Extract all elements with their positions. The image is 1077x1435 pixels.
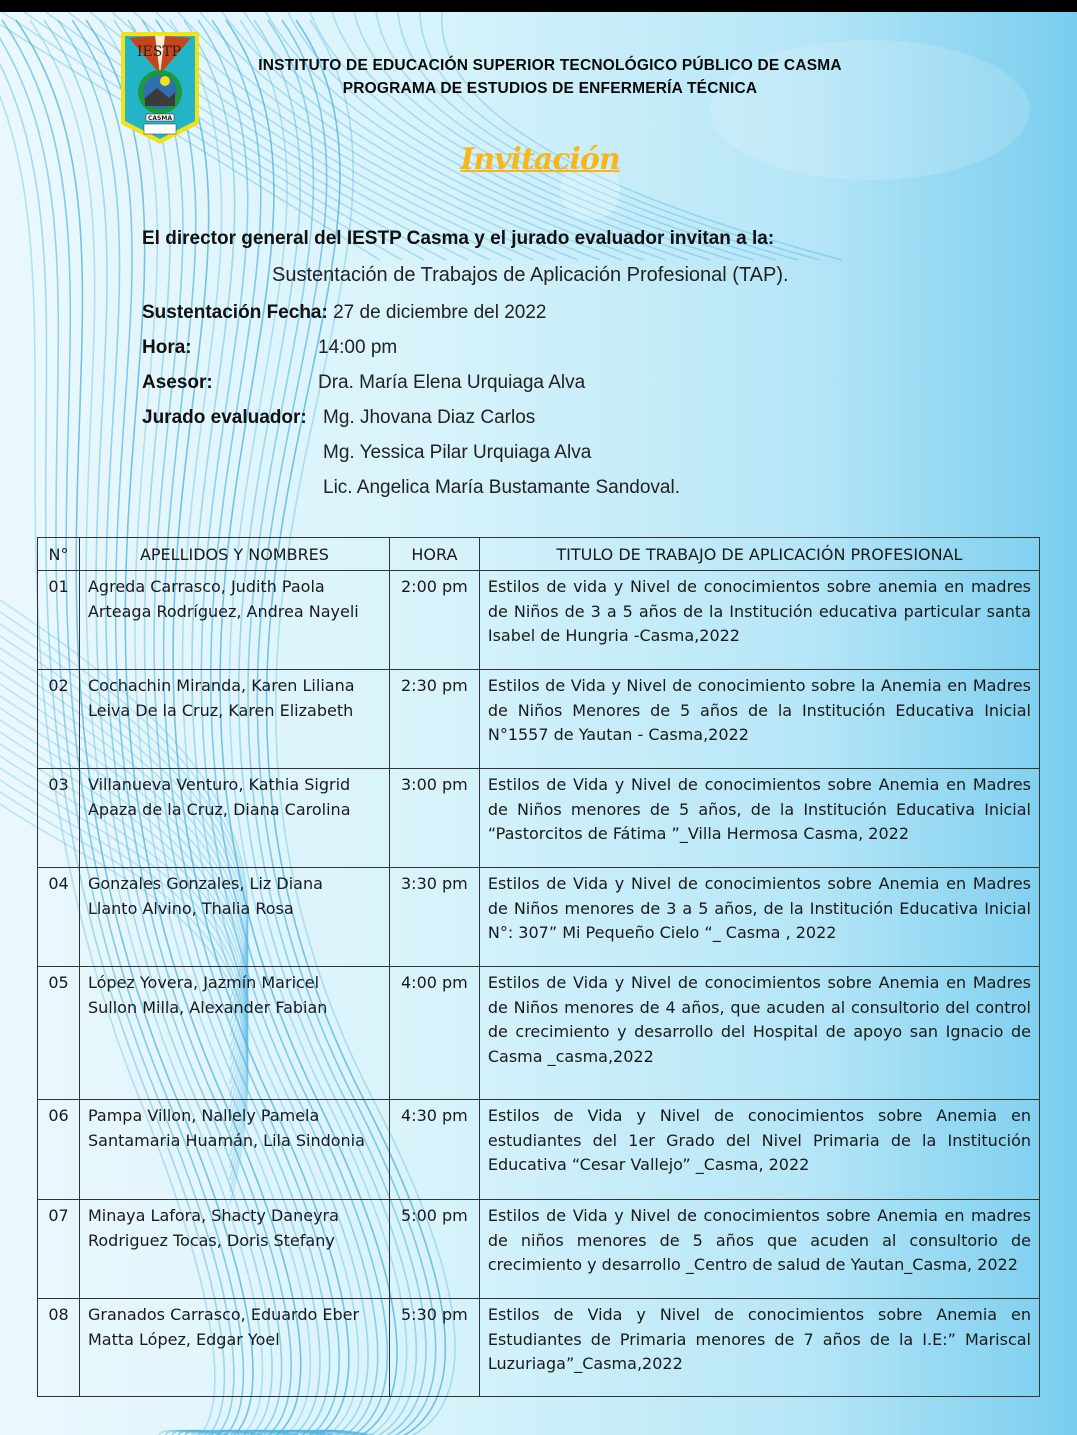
student-name: Leiva De la Cruz, Karen Elizabeth <box>87 700 354 720</box>
logo-casma: CASMA <box>148 115 172 122</box>
table-row <box>38 967 1040 1100</box>
row-names <box>79 1100 389 1200</box>
student-name: Sullon Milla, Alexander Fabian <box>87 997 328 1017</box>
row-names <box>79 1200 389 1299</box>
row-hora: 5:00 pm <box>389 1200 479 1299</box>
table-row <box>38 670 1040 769</box>
row-title: Estilos de Vida y Nivel de conocimientos sobre Anemia en Madres de Niños menores de 3 a 5 años, de la Institución Educativa Inicial N°: 307” Mi Pequeño Cielo “_ Casma , 2022 <box>479 868 1039 967</box>
row-hora: 5:30 pm <box>389 1299 479 1397</box>
student-name: Minaya Lafora, Shacty Daneyra <box>87 1206 339 1225</box>
row-number: 06 <box>38 1100 80 1200</box>
fecha-label: Sustentación Fecha: <box>142 302 328 323</box>
jurado-member-3: Lic. Angelica María Bustamante Sandoval. <box>323 477 680 498</box>
student-name: Gonzales Gonzales, Liz Diana <box>87 874 323 893</box>
row-names <box>79 1299 389 1397</box>
fecha-value: 27 de diciembre del 2022 <box>333 302 547 323</box>
table-header-row <box>38 538 1040 571</box>
asesor-value: Dra. María Elena Urquiaga Alva <box>318 372 586 393</box>
jurado-row <box>142 407 536 429</box>
row-number: 03 <box>38 769 80 868</box>
iestp-logo <box>117 26 203 146</box>
student-name: Rodriguez Tocas, Doris Stefany <box>87 1230 335 1250</box>
student-name: Apaza de la Cruz, Diana Carolina <box>87 799 351 819</box>
table-row <box>38 868 1040 967</box>
row-hora: 3:00 pm <box>389 769 479 868</box>
row-title: Estilos de Vida y Nivel de conocimientos sobre Anemia en Estudiantes de Primaria menores de 7 años de la I.E:” Mariscal Luzuriaga”_Casma,2022 <box>479 1299 1039 1397</box>
tap-schedule-table <box>37 537 1040 1397</box>
row-hora: 4:00 pm <box>389 967 479 1100</box>
asesor-row <box>142 372 586 394</box>
row-hora: 2:30 pm <box>389 670 479 769</box>
row-hora: 4:30 pm <box>389 1100 479 1200</box>
jurado-label: Jurado evaluador: <box>142 407 307 428</box>
intro-text: El director general del IESTP Casma y el jurado evaluador invitan a la: <box>142 228 775 249</box>
table-row <box>38 571 1040 670</box>
row-hora: 3:30 pm <box>389 868 479 967</box>
student-name: Santamaria Huamán, Lila Sindonia <box>87 1130 365 1150</box>
row-title: Estilos de vida y Nivel de conocimientos sobre anemia en madres de Niños de 3 a 5 años de la Institución educativa particular santa Isabel de Hungria -Casma,2022 <box>479 571 1039 670</box>
top-bar <box>0 0 1077 12</box>
logo-letters: IESTP <box>137 44 182 60</box>
student-name: Llanto Alvino, Thalia Rosa <box>87 898 294 918</box>
event-title: Sustentación de Trabajos de Aplicación Profesional (TAP). <box>272 264 789 286</box>
student-name: Pampa Villon, Nallely Pamela <box>87 1106 320 1125</box>
institution-name: INSTITUTO DE EDUCACIÓN SUPERIOR TECNOLÓGICO PÚBLICO DE CASMA <box>258 57 842 74</box>
hora-row <box>142 337 398 359</box>
header-num: N° <box>38 538 80 571</box>
table-row <box>38 1100 1040 1200</box>
row-number: 08 <box>38 1299 80 1397</box>
row-number: 05 <box>38 967 80 1100</box>
student-name: Cochachin Miranda, Karen Liliana <box>87 676 355 695</box>
student-name: Granados Carrasco, Eduardo Eber <box>87 1305 360 1324</box>
row-number: 07 <box>38 1200 80 1299</box>
row-number: 01 <box>38 571 80 670</box>
student-name: Arteaga Rodríguez, Andrea Nayeli <box>87 601 359 621</box>
row-title: Estilos de Vida y Nivel de conocimientos sobre Anemia en madres de niños menores de 5 años que acuden al consultorio de crecimiento y desarrollo _Centro de salud de Yautan_Casma, 2022 <box>479 1200 1039 1299</box>
row-title: Estilos de Vida y Nivel de conocimientos sobre Anemia en Madres de Niños menores de 5 años, de la Institución Educativa Inicial “Pastorcitos de Fátima ”_Villa Hermosa Casma, 2022 <box>479 769 1039 868</box>
header-hora: HORA <box>389 538 479 571</box>
invitation-title: Invitación <box>460 142 620 177</box>
row-number: 04 <box>38 868 80 967</box>
row-names <box>79 571 389 670</box>
row-title: Estilos de Vida y Nivel de conocimiento sobre la Anemia en Madres de Niños Menores de 5 años de la Institución Educativa Inicial N°1557 de Yautan - Casma,2022 <box>479 670 1039 769</box>
header-names: APELLIDOS Y NOMBRES <box>79 538 389 571</box>
row-names <box>79 868 389 967</box>
table-row <box>38 1299 1040 1397</box>
header-title: TITULO DE TRABAJO DE APLICACIÓN PROFESIONAL <box>479 538 1039 571</box>
row-names <box>79 967 389 1100</box>
asesor-label: Asesor: <box>142 372 213 393</box>
jurado-member-2: Mg. Yessica Pilar Urquiaga Alva <box>323 442 592 463</box>
fecha-row <box>142 302 546 324</box>
table-row <box>38 1200 1040 1299</box>
row-title: Estilos de Vida y Nivel de conocimientos sobre Anemia en Madres de Niños menores de 4 años, que acuden al consultorio del control de crecimiento y desarrollo del Hospital de apoyo san Ignacio de Casma _casma,2022 <box>479 967 1039 1100</box>
hora-value: 14:00 pm <box>318 337 398 358</box>
student-name: Agreda Carrasco, Judith Paola <box>87 577 325 596</box>
row-title: Estilos de Vida y Nivel de conocimientos sobre Anemia en estudiantes del 1er Grado del Nivel Primaria de la Institución Educativa “Cesar Vallejo” _Casma, 2022 <box>479 1100 1039 1200</box>
row-hora: 2:00 pm <box>389 571 479 670</box>
student-name: Matta López, Edgar Yoel <box>87 1329 280 1349</box>
student-name: López Yovera, Jazmín Maricel <box>87 973 320 992</box>
program-name: PROGRAMA DE ESTUDIOS DE ENFERMERÍA TÉCNICA <box>342 80 758 97</box>
table-row <box>38 769 1040 868</box>
row-names <box>79 670 389 769</box>
hora-label: Hora: <box>142 337 192 358</box>
row-names <box>79 769 389 868</box>
student-name: Villanueva Venturo, Kathia Sigrid <box>87 775 351 794</box>
row-number: 02 <box>38 670 80 769</box>
jurado-member-1: Mg. Jhovana Diaz Carlos <box>323 407 536 428</box>
